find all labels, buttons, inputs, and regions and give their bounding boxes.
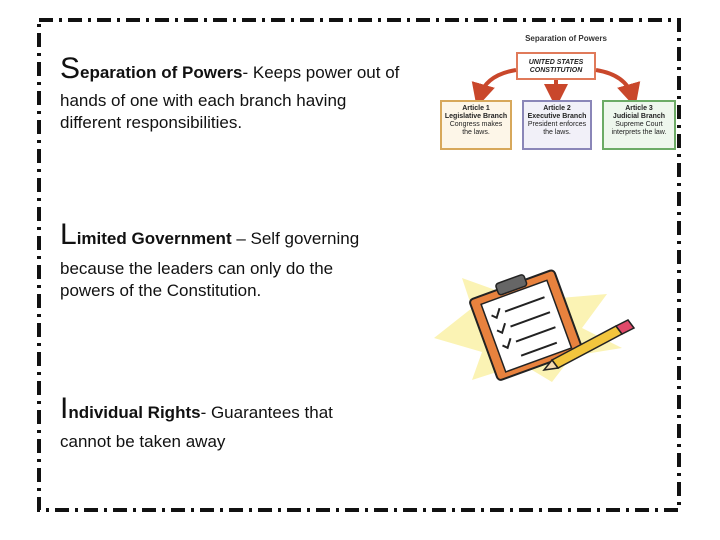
branch-name: Executive Branch — [527, 113, 587, 120]
body-line: hands of one with each branch having — [60, 91, 347, 110]
individual-rights-body — [60, 431, 225, 453]
individual-rights-heading — [60, 392, 333, 426]
branch-desc: interprets the law. — [611, 129, 667, 136]
clipboard-checklist-icon — [432, 268, 646, 384]
branch-desc: the laws. — [543, 129, 571, 136]
branch-desc: the laws. — [462, 129, 490, 136]
branch-name: Legislative Branch — [444, 113, 508, 120]
limited-government-definition-start: – Self governing — [231, 229, 360, 248]
separation-of-powers-definition-start: - Keeps power out of — [242, 63, 400, 82]
branch-desc: Supreme Court — [615, 121, 663, 128]
separation-of-powers-diagram — [436, 30, 680, 154]
separation-of-powers-body — [60, 90, 346, 134]
body-line: different responsibilities. — [60, 113, 243, 132]
article-label: Article 3 — [625, 105, 653, 112]
branch-desc: Congress makes — [449, 121, 503, 128]
body-line: because the leaders can only do the — [60, 259, 334, 278]
term-separation-of-powers: eparation of Powers — [80, 63, 243, 82]
initial-s: S — [60, 52, 81, 85]
article-1-box — [440, 100, 512, 150]
initial-l: L — [60, 218, 77, 251]
separation-of-powers-heading — [60, 52, 399, 86]
branch-desc: President enforces — [527, 121, 587, 128]
individual-rights-definition-start: - Guarantees that — [200, 403, 333, 422]
term-limited-government: imited Government — [76, 229, 232, 248]
body-line: cannot be taken away — [60, 432, 226, 451]
article-3-box — [602, 100, 676, 150]
initial-i: I — [60, 392, 69, 425]
root-line: CONSTITUTION — [529, 67, 583, 74]
branch-name: Judicial Branch — [612, 113, 666, 120]
article-label: Article 1 — [462, 105, 490, 112]
body-line: powers of the Constitution. — [60, 281, 262, 300]
term-individual-rights: ndividual Rights — [68, 403, 201, 422]
root-line: UNITED STATES — [528, 59, 584, 66]
arrow-to-article-1 — [480, 70, 516, 96]
arrow-to-article-3 — [596, 70, 632, 96]
diagram-title: Separation of Powers — [525, 34, 607, 43]
article-2-box — [522, 100, 592, 150]
article-label: Article 2 — [543, 105, 571, 112]
limited-government-body — [60, 258, 333, 302]
limited-government-heading — [60, 218, 359, 252]
